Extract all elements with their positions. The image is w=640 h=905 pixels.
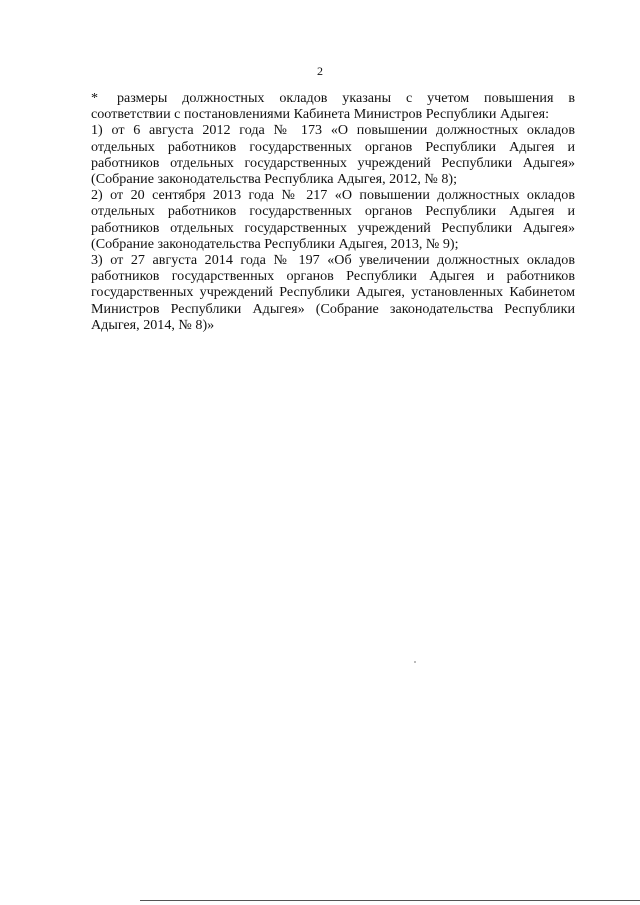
- scan-speck: [414, 661, 416, 663]
- footnote-intro-text: размеры должностных окладов указаны с учетом повышения в соответствии с постановлениями Кабинета Министров Республики Адыгея:: [91, 90, 575, 123]
- footnote-item-3: 3) от 27 августа 2014 года № 197 «Об увеличении должностных окладов работников государственных органов Республики Адыгея и работников государственных учреждений Республики Адыгея, установленных Кабинетом Министров Республики Адыгея» (Собрание законодательства Республики Адыгея, 2014, № 8)»: [91, 252, 575, 333]
- footnote-marker: *: [91, 90, 99, 106]
- page-bottom-edge: [140, 900, 640, 901]
- footnote-block: [91, 90, 575, 333]
- footnote-item-2: 2) от 20 сентября 2013 года № 217 «О повышении должностных окладов отдельных работников государственных органов Республики Адыгея и работников отдельных государственных учреждений Республики Адыгея» (Собрание законодательства Республики Адыгея, 2013, № 9);: [91, 187, 575, 252]
- footnote-intro: [91, 90, 575, 122]
- footnote-item-1: 1) от 6 августа 2012 года № 173 «О повышении должностных окладов отдельных работников государственных органов Республики Адыгея и работников отдельных государственных учреждений Республики Адыгея» (Собрание законодательства Республика Адыгея, 2012, № 8);: [91, 122, 575, 188]
- page-number: 2: [317, 64, 323, 78]
